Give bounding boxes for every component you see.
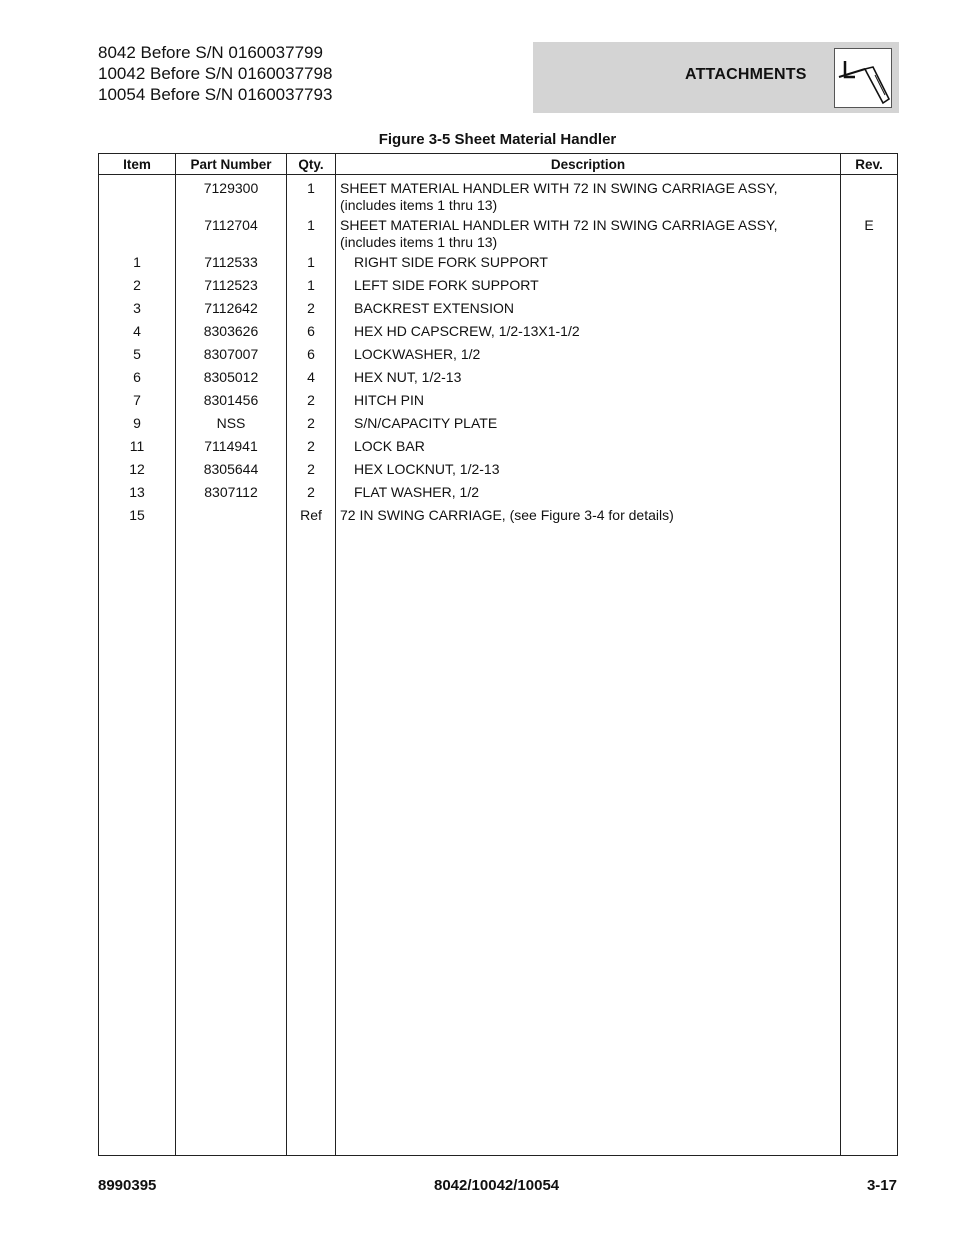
cell-rev [841, 320, 898, 343]
cell-qty: 2 [287, 389, 336, 412]
cell-item: 5 [99, 343, 176, 366]
cell-description [336, 175, 841, 215]
description-text: FLAT WASHER, 1/2 [354, 484, 479, 500]
description-text: HEX LOCKNUT, 1/2-13 [354, 461, 500, 477]
description-text: HEX HD CAPSCREW, 1/2-13X1-1/2 [354, 323, 580, 339]
section-header-box [533, 42, 899, 113]
column-header-part-number: Part Number [176, 154, 287, 175]
table-header-row [99, 154, 898, 175]
cell-part-number: 7112523 [176, 274, 287, 297]
table-row [99, 412, 898, 435]
cell-qty: 6 [287, 343, 336, 366]
cell-qty: 1 [287, 175, 336, 215]
model-serial-list [98, 42, 332, 105]
footer-page-number: 3-17 [866, 1177, 897, 1194]
cell-qty: 6 [287, 320, 336, 343]
table-row [99, 366, 898, 389]
description-text: LOCK BAR [354, 438, 425, 454]
description-line: SHEET MATERIAL HANDLER WITH 72 IN SWING CARRIAGE ASSY, [340, 180, 778, 196]
cell-item: 3 [99, 297, 176, 320]
section-title: ATTACHMENTS [685, 66, 807, 83]
table-row [99, 481, 898, 504]
cell-rev [841, 251, 898, 274]
cell-item: 2 [99, 274, 176, 297]
cell-description [336, 366, 841, 389]
table-row [99, 320, 898, 343]
cell-qty: Ref [287, 504, 336, 527]
cell-part-number [176, 504, 287, 527]
description-text: 72 IN SWING CARRIAGE, (see Figure 3-4 for details) [340, 507, 674, 523]
column-header-item: Item [99, 154, 176, 175]
cell-description [336, 481, 841, 504]
description-line: (includes items 1 thru 13) [340, 234, 498, 250]
cell-description [336, 297, 841, 320]
table-filler-row [99, 527, 898, 1156]
parts-table [98, 153, 898, 1156]
description-text: LOCKWASHER, 1/2 [354, 346, 481, 362]
table-row [99, 251, 898, 274]
cell-rev [841, 175, 898, 215]
cell-description [336, 412, 841, 435]
forklift-attachment-icon [834, 48, 892, 108]
description-text: HITCH PIN [354, 392, 424, 408]
cell-item: 1 [99, 251, 176, 274]
cell-description [336, 274, 841, 297]
cell-qty: 2 [287, 458, 336, 481]
cell-part-number: 7129300 [176, 175, 287, 215]
cell-rev [841, 458, 898, 481]
cell-item: 11 [99, 435, 176, 458]
figure-title: Figure 3-5 Sheet Material Handler [378, 131, 617, 148]
table-row [99, 274, 898, 297]
cell-part-number: 8305644 [176, 458, 287, 481]
cell-qty: 2 [287, 297, 336, 320]
cell-qty: 2 [287, 435, 336, 458]
cell-item: 4 [99, 320, 176, 343]
description-text: RIGHT SIDE FORK SUPPORT [354, 254, 548, 270]
table-row [99, 435, 898, 458]
cell-part-number: 8307007 [176, 343, 287, 366]
cell-rev [841, 481, 898, 504]
cell-qty: 2 [287, 412, 336, 435]
cell-qty: 2 [287, 481, 336, 504]
table-row [99, 214, 898, 251]
cell-item [99, 214, 176, 251]
cell-rev: E [841, 214, 898, 251]
cell-part-number: 7114941 [176, 435, 287, 458]
cell-qty: 1 [287, 251, 336, 274]
cell-qty: 1 [287, 274, 336, 297]
cell-item: 7 [99, 389, 176, 412]
cell-description [336, 435, 841, 458]
cell-part-number: 7112704 [176, 214, 287, 251]
cell-part-number: 8303626 [176, 320, 287, 343]
cell-part-number: 7112533 [176, 251, 287, 274]
table-row [99, 343, 898, 366]
cell-rev [841, 412, 898, 435]
footer-doc-number: 8990395 [98, 1177, 157, 1194]
column-header-rev: Rev. [841, 154, 898, 175]
cell-item: 9 [99, 412, 176, 435]
cell-rev [841, 366, 898, 389]
cell-part-number: 8305012 [176, 366, 287, 389]
cell-description [336, 458, 841, 481]
cell-item: 15 [99, 504, 176, 527]
cell-rev [841, 389, 898, 412]
table-row [99, 504, 898, 527]
cell-qty: 1 [287, 214, 336, 251]
cell-item [99, 175, 176, 215]
table-row [99, 389, 898, 412]
cell-part-number: NSS [176, 412, 287, 435]
description-text: HEX NUT, 1/2-13 [354, 369, 462, 385]
model-serial-line: 8042 Before S/N 0160037799 [98, 43, 323, 62]
footer-models: 8042/10042/10054 [434, 1177, 560, 1194]
column-header-qty: Qty. [287, 154, 336, 175]
cell-part-number: 8301456 [176, 389, 287, 412]
cell-rev [841, 274, 898, 297]
cell-part-number: 7112642 [176, 297, 287, 320]
cell-rev [841, 504, 898, 527]
cell-part-number: 8307112 [176, 481, 287, 504]
cell-description [336, 504, 841, 527]
column-header-description: Description [336, 154, 841, 175]
cell-qty: 4 [287, 366, 336, 389]
cell-description [336, 389, 841, 412]
cell-item: 13 [99, 481, 176, 504]
description-line: SHEET MATERIAL HANDLER WITH 72 IN SWING CARRIAGE ASSY, [340, 217, 778, 233]
cell-description [336, 214, 841, 251]
table-row [99, 297, 898, 320]
cell-rev [841, 435, 898, 458]
description-line: (includes items 1 thru 13) [340, 197, 498, 213]
cell-description [336, 343, 841, 366]
cell-description [336, 251, 841, 274]
model-serial-line: 10054 Before S/N 0160037793 [98, 85, 333, 104]
model-serial-line: 10042 Before S/N 0160037798 [98, 64, 333, 83]
table-row [99, 458, 898, 481]
description-text: S/N/CAPACITY PLATE [354, 415, 498, 431]
cell-item: 6 [99, 366, 176, 389]
description-text: LEFT SIDE FORK SUPPORT [354, 277, 539, 293]
cell-rev [841, 343, 898, 366]
description-text: BACKREST EXTENSION [354, 300, 515, 316]
table-row [99, 175, 898, 215]
cell-description [336, 320, 841, 343]
cell-rev [841, 297, 898, 320]
cell-item: 12 [99, 458, 176, 481]
